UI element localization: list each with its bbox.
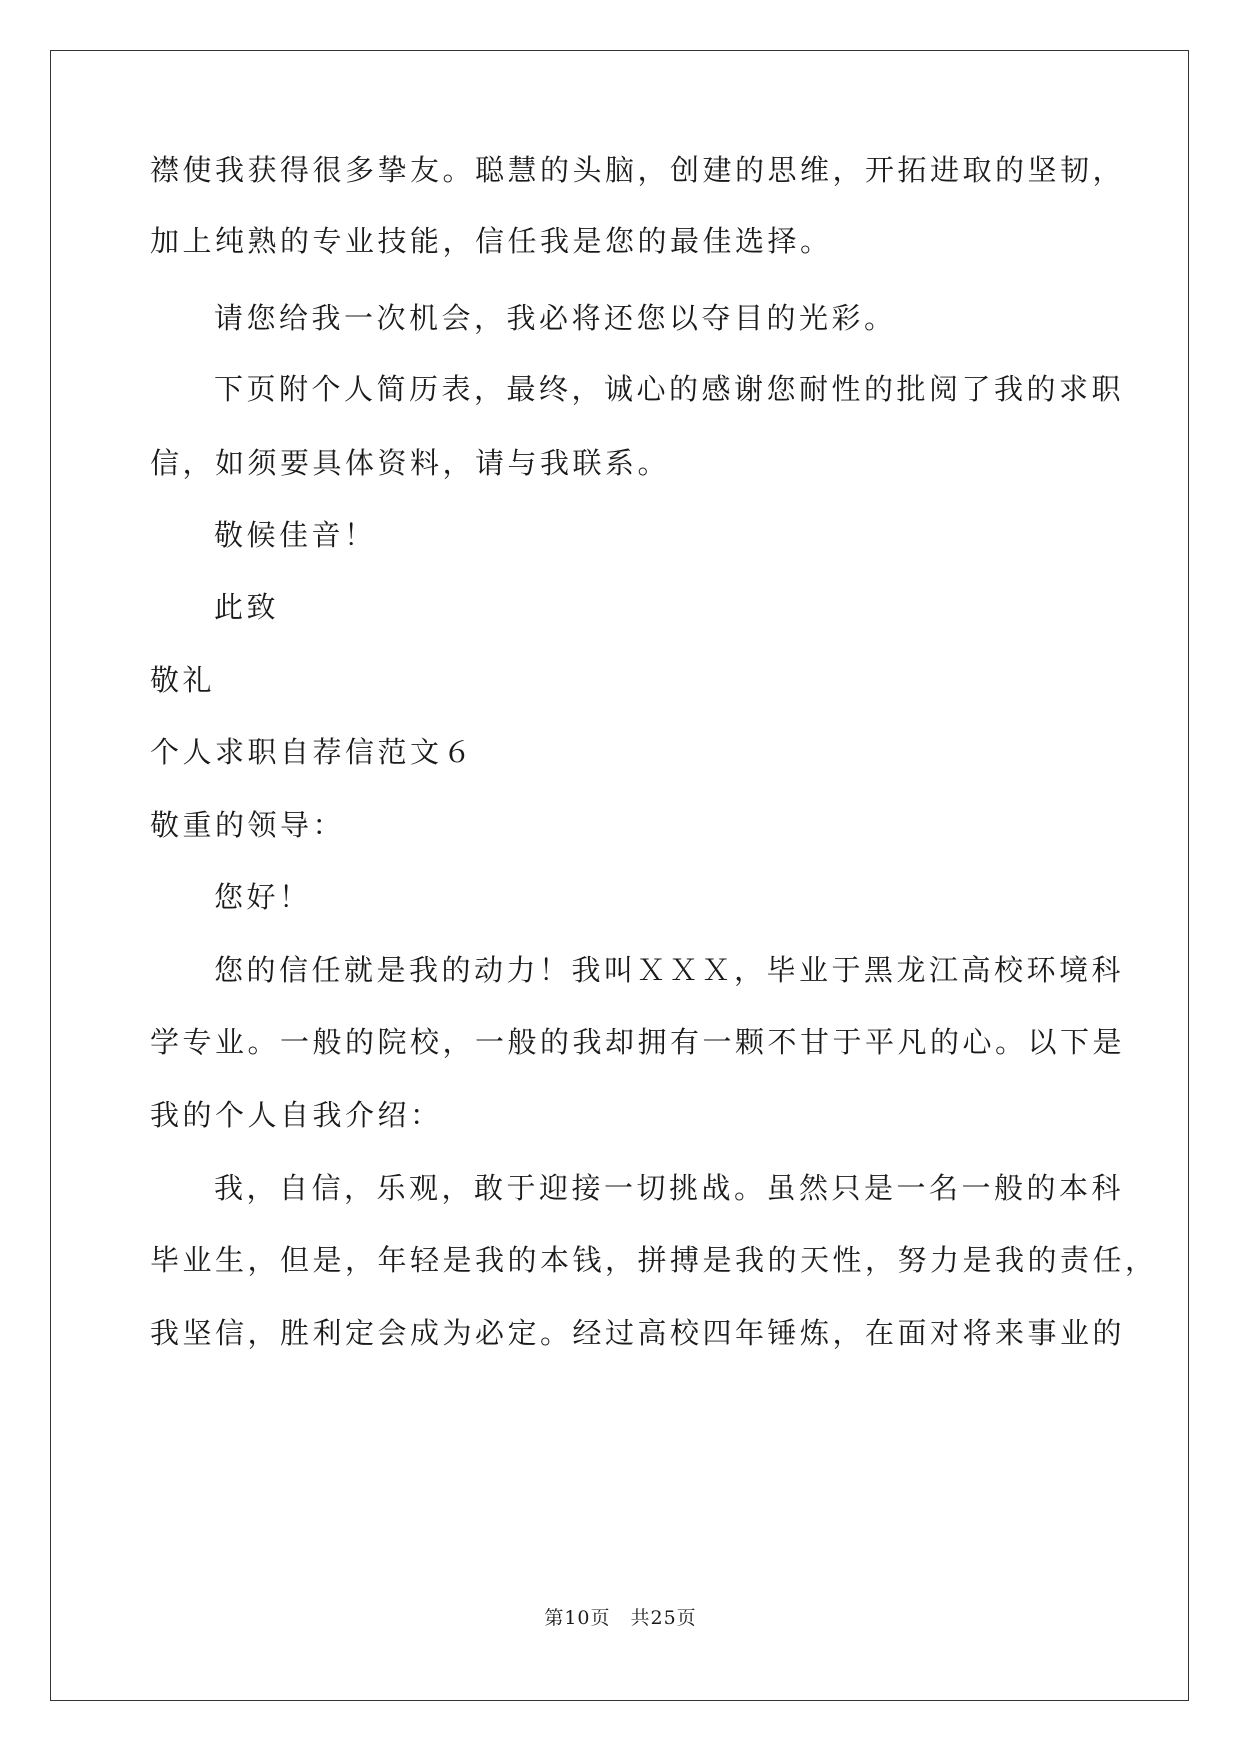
text-line-1: 襟使我获得很多挚友。聪慧的头脑，创建的思维，开拓进取的坚韧，: [150, 153, 1126, 187]
text-line-3: 请您给我一次机会，我必将还您以夺目的光彩。: [214, 301, 897, 335]
section-heading: 个人求职自荐信范文６: [150, 735, 476, 769]
text-line-2: 加上纯熟的专业技能，信任我是您的最佳选择。: [150, 224, 833, 258]
text-line-8: 敬礼: [150, 663, 216, 697]
text-line-17: 我坚信，胜利定会成为必定。经过高校四年锤炼，在面对将来事业的: [150, 1316, 1126, 1350]
text-line-6: 敬候佳音！: [214, 518, 377, 552]
text-line-15: 我，自信，乐观，敢于迎接一切挑战。虽然只是一名一般的本科: [214, 1171, 1125, 1205]
text-line-16: 毕业生，但是，年轻是我的本钱，拼搏是我的天性，努力是我的责任，: [150, 1243, 1158, 1277]
page-number-footer: 第10页 共25页: [544, 1607, 697, 1629]
text-line-4: 下页附个人简历表，最终，诚心的感谢您耐性的批阅了我的求职: [214, 372, 1125, 406]
greeting: 您好！: [214, 880, 312, 914]
text-line-13: 学专业。一般的院校，一般的我却拥有一颗不甘于平凡的心。以下是: [150, 1025, 1126, 1059]
text-line-14: 我的个人自我介绍：: [150, 1098, 443, 1132]
text-line-12: 您的信任就是我的动力！我叫ＸＸＸ，毕业于黑龙江高校环境科: [214, 953, 1125, 987]
text-line-7: 此致: [214, 590, 280, 624]
text-line-5: 信，如须要具体资料，请与我联系。: [150, 446, 671, 480]
salutation: 敬重的领导：: [150, 808, 346, 842]
